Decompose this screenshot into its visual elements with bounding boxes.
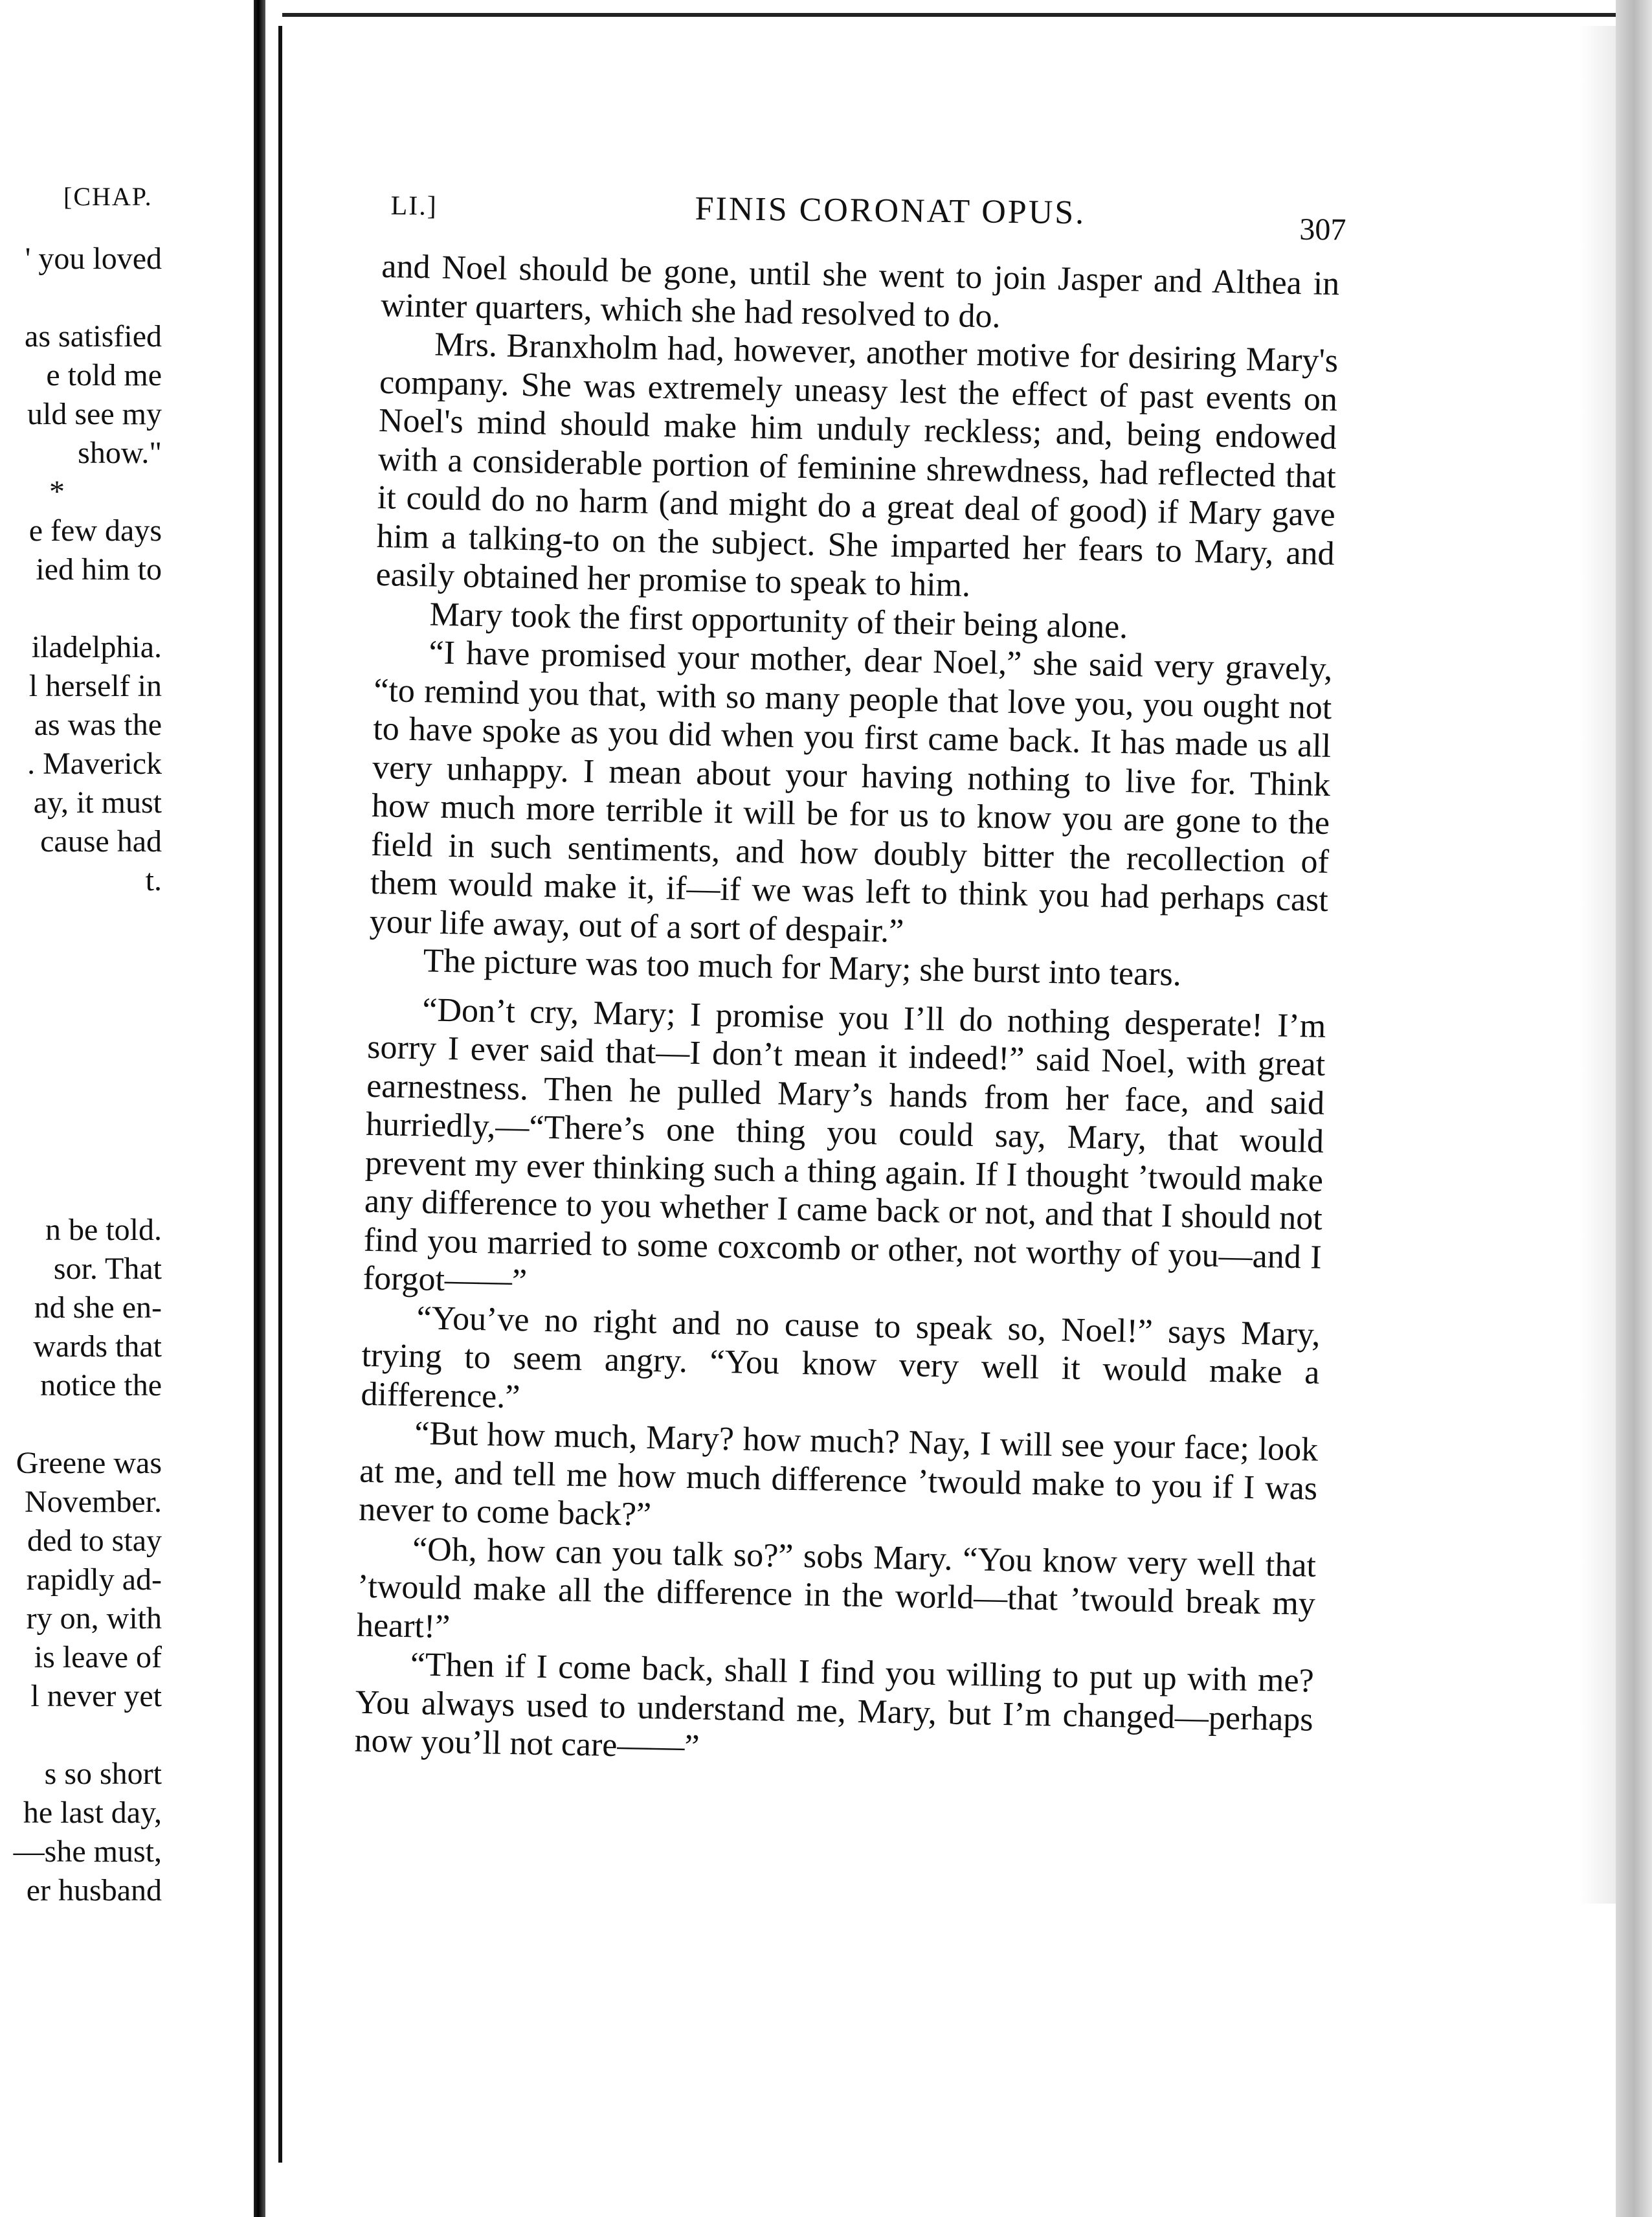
page-stack-edge — [1616, 0, 1652, 2217]
blank-line — [14, 589, 162, 628]
left-text-line: s so short — [44, 1757, 162, 1791]
blank-line — [14, 1405, 162, 1444]
left-text-line: Greene was — [16, 1446, 162, 1480]
left-text-line: is leave of — [34, 1640, 162, 1674]
blank-line — [14, 939, 162, 978]
left-text-line: —she must, — [13, 1834, 162, 1869]
paragraph: “But how much, Mary? how much? Nay, I will see your face; look at me, and tell me how much difference ’twould make to you if I was never to come back?” — [358, 1415, 1319, 1533]
chapter-number: LI.] — [390, 190, 438, 221]
blank-line — [14, 1055, 162, 1094]
left-text-line: er husband — [26, 1873, 162, 1908]
chapter-title: FINIS CORONAT OPUS. — [695, 190, 1086, 232]
book-gutter — [254, 0, 265, 2217]
paragraph-continued: and Noel should be gone, until she went to join Jasper and Althea in winter quarters, which she had resolved to do. — [380, 247, 1340, 335]
left-text-line: l never yet — [30, 1679, 162, 1713]
page-edge-highlight — [1579, 26, 1618, 1904]
left-text-line: show." — [78, 436, 162, 470]
left-text-line: n be told. — [45, 1213, 162, 1247]
left-page — [0, 0, 254, 2217]
left-text-line: ay, it must — [33, 785, 162, 820]
running-head — [390, 185, 1346, 247]
paragraph: Mrs. Branxholm had, however, another motive for desiring Mary's company. She was extremely uneasy lest the effect of past events on Noel's mind should make him unduly reckless; and, being endowed with a considerable portion of feminine shrewdness, had reflected that it could do no harm (and might do a great deal of good) if Mary gave him a talking-to on the subject. She imparted her fears to Mary, and easily obtained her promise to speak to him. — [375, 326, 1339, 604]
left-text-line: wards that — [33, 1329, 162, 1364]
paragraph: Mary took the first opportunity of their being alone. — [429, 595, 1128, 646]
left-text-line: ied him to — [36, 552, 162, 587]
left-page-text — [14, 240, 162, 1910]
page-fold-line — [278, 26, 282, 2163]
blank-line — [14, 1094, 162, 1133]
paragraph: “Don’t cry, Mary; I promise you I’ll do nothing desperate! I’m sorry I ever said that—I don’t mean it indeed!” said Noel, with great earnestness. Then he pulled Mary’s hands from her face, and said hurriedly,—“There’s one thing you could say, Mary, that would prevent my ever thinking such a thing again. If I thought ’twould make any difference to you whether I came back or not, and that I should not find you married to some coxcomb or other, not worthy of you—and I forgot——” — [363, 991, 1326, 1300]
left-text-line: cause had — [40, 824, 162, 859]
left-text-line: ry on, with — [26, 1601, 162, 1636]
left-text-line: he last day, — [23, 1795, 162, 1830]
left-text-line: as satisfied — [25, 319, 162, 354]
paragraph: “You’ve no right and no cause to speak so, Noel!” says Mary, trying to seem angry. “You know very well it would make a difference.” — [361, 1299, 1321, 1415]
blank-line — [14, 1172, 162, 1211]
body-text — [354, 247, 1340, 1777]
left-text-line: sor. That — [53, 1252, 162, 1286]
left-text-line: rapidly ad- — [26, 1562, 162, 1597]
left-text-line: . Maverick — [27, 747, 162, 781]
left-text-line: iladelphia. — [31, 630, 162, 664]
blank-line — [14, 978, 162, 1017]
left-text-line: e told me — [46, 358, 162, 392]
left-text-line: notice the — [40, 1368, 162, 1402]
left-text-line: ded to stay — [27, 1524, 162, 1558]
paragraph: The picture was too much for Mary; she burst into tears. — [423, 942, 1182, 993]
left-text-line: ' you loved — [25, 242, 162, 276]
blank-line — [14, 1017, 162, 1055]
left-text-line: t. — [145, 863, 162, 897]
left-running-head: [CHAP. — [63, 182, 153, 211]
blank-line — [14, 1716, 162, 1755]
left-text-line: as was the — [34, 708, 162, 742]
left-text-line: * — [49, 475, 65, 509]
left-text-line: November. — [25, 1485, 162, 1519]
paragraph: “I have promised your mother, dear Noel,” she said very gravely, “to remind you that, with so many people that love you, you ought not to have spoke as you did when you first came back. It has made us all very unhappy. I mean about your having nothing to live for. Think how much more terrible it will be for us to know you are gone to the field in such sentiments, and how doubly bitter the recollection of them would make it, if—if we was left to think you had perhaps cast your life away, out of a sort of despair.” — [369, 634, 1333, 950]
blank-line — [14, 1133, 162, 1172]
paragraph: “Oh, how can you talk so?” sobs Mary. “You know very well that ’twould make all the difference in the world—that ’twould break my heart!” — [356, 1530, 1317, 1645]
blank-line — [14, 278, 162, 317]
left-text-line: e few days — [28, 513, 162, 548]
blank-line — [14, 900, 162, 939]
left-text-line: nd she en- — [34, 1290, 162, 1325]
left-text-line: uld see my — [27, 397, 162, 431]
left-text-line: l herself in — [28, 669, 162, 703]
page-number: 307 — [1299, 212, 1346, 247]
paragraph: “Then if I come back, shall I find you willing to put up with me? You always used to understand me, Mary, but I’m changed—perhaps now you’ll not care——” — [354, 1646, 1315, 1766]
